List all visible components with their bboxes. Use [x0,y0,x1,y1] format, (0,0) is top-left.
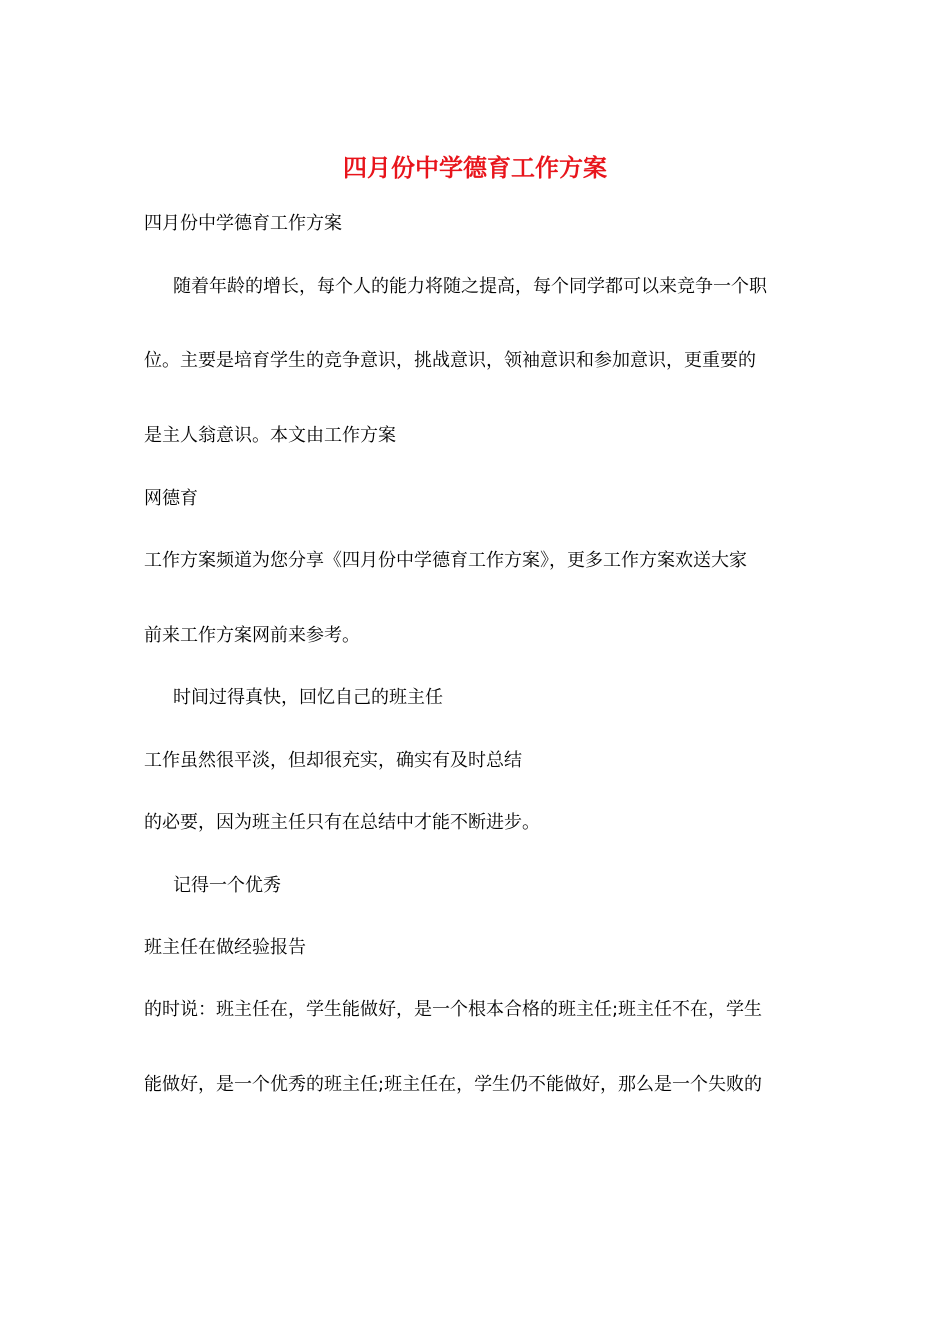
paragraph-line: 工作虽然很平淡，但却很充实，确实有及时总结 [144,750,522,771]
paragraph-line: 位。主要是培育学生的竞争意识，挑战意识，领袖意识和参加意识，更重要的 [144,350,756,371]
paragraph-line: 工作方案频道为您分享《四月份中学德育工作方案》，更多工作方案欢送大家 [144,550,747,571]
paragraph-line: 时间过得真快，回忆自己的班主任 [173,687,443,708]
paragraph-line: 前来工作方案网前来参考。 [144,625,360,646]
paragraph-line: 记得一个优秀 [173,875,281,896]
paragraph-line: 随着年龄的增长，每个人的能力将随之提高，每个同学都可以来竞争一个职 [173,276,767,297]
paragraph-line: 班主任在做经验报告 [144,937,306,958]
paragraph-line: 的时说：班主任在，学生能做好，是一个根本合格的班主任;班主任不在，学生 [144,999,763,1020]
paragraph-line: 网德育 [144,488,198,509]
paragraph-line: 的必要，因为班主任只有在总结中才能不断进步。 [144,812,540,833]
paragraph-line: 是主人翁意识。本文由工作方案 [144,425,396,446]
paragraph-line: 能做好，是一个优秀的班主任;班主任在，学生仍不能做好，那么是一个失败的 [144,1074,763,1095]
subtitle-line: 四月份中学德育工作方案 [144,213,342,234]
document-title: 四月份中学德育工作方案 [343,153,607,182]
